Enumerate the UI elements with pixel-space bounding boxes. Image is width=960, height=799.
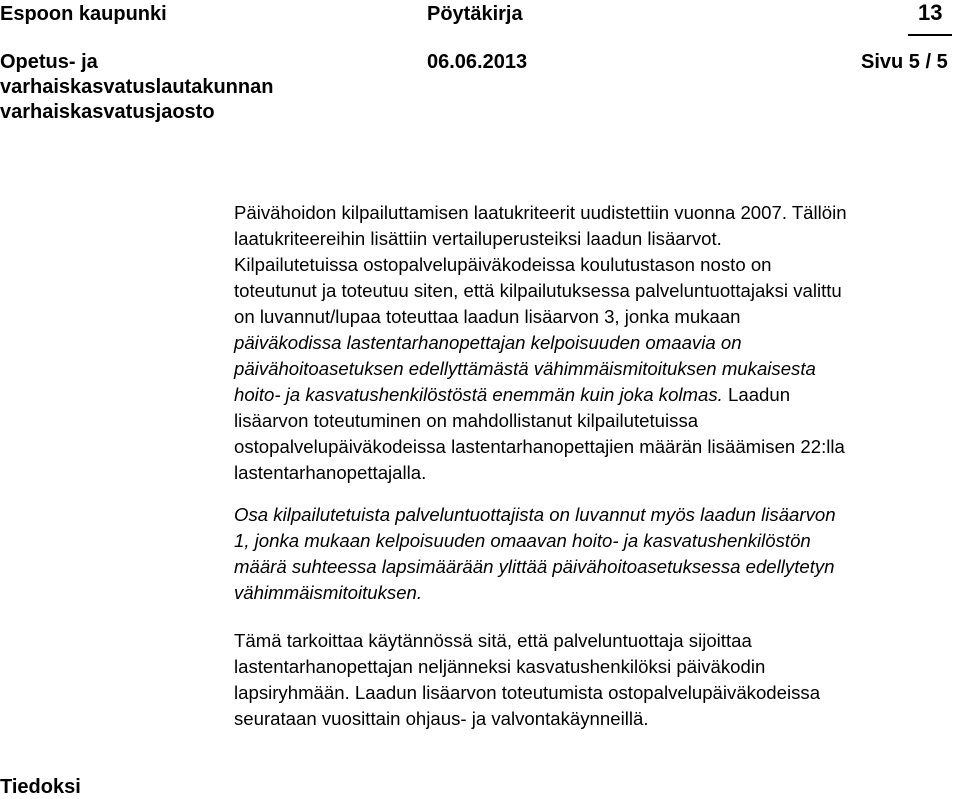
meeting-date: 06.06.2013 <box>427 51 528 73</box>
committee-line-3: varhaiskasvatusjaosto <box>0 101 215 123</box>
paragraph-2-line: vähimmäismitoituksen. <box>234 582 423 603</box>
paragraph-1-line: Päivähoidon kilpailuttamisen laatukriteerit uudistettiin vuonna 2007. Tällöin <box>234 202 847 223</box>
paragraph-3-line: Tämä tarkoittaa käytännössä sitä, että palveluntuottaja sijoittaa <box>234 630 752 651</box>
paragraph-1-italic-run: hoito- ja kasvatushenkilöstöstä enemmän kuin joka kolmas. <box>234 384 723 405</box>
paragraph-3-line: lapsiryhmään. Laadun lisäarvon toteutumista ostopalvelupäiväkodeissa <box>234 682 821 703</box>
paragraph-2 <box>234 502 954 606</box>
paragraph-1-line: lastentarhanopettajalla. <box>234 462 427 483</box>
paragraph-3 <box>234 628 954 732</box>
committee-line-2: varhaiskasvatuslautakunnan <box>0 76 274 98</box>
paragraph-1-line: laatukriteereihin lisättiin vertailuperusteiksi laadun lisäarvot. <box>234 228 722 249</box>
paragraph-3-line: lastentarhanopettajan neljänneksi kasvatushenkilöksi päiväkodin <box>234 656 766 677</box>
paragraph-1-line: lisäarvon toteutuminen on mahdollistanut kilpailutetuissa <box>234 410 699 431</box>
paragraph-1-line: on luvannut/lupaa toteuttaa laadun lisäarvon 3, jonka mukaan <box>234 306 741 327</box>
paragraph-1-line: toteutunut ja toteutuu siten, että kilpailutuksessa palveluntuottajaksi valittu <box>234 280 842 301</box>
org-name: Espoon kaupunki <box>0 3 167 25</box>
paragraph-2-line: 1, jonka mukaan kelpoisuuden omaavan hoito- ja kasvatushenkilöstön <box>234 530 811 551</box>
distribution-label: Tiedoksi <box>0 776 81 798</box>
document-type: Pöytäkirja <box>427 3 523 25</box>
paragraph-1-line: päivähoitoasetuksen edellyttämästä vähimmäismitoituksen mukaisesta <box>234 358 816 379</box>
page-number: Sivu 5 / 5 <box>861 51 948 73</box>
paragraph-1-run: Laadun <box>722 384 791 405</box>
paragraph-1 <box>234 200 954 486</box>
paragraph-1-line <box>234 382 954 408</box>
paragraph-2-line: Osa kilpailutetuista palveluntuottajista on luvannut myös laadun lisäarvon <box>234 504 836 525</box>
paragraph-2-line: määrä suhteessa lapsimäärään ylittää päivähoitoasetuksessa edellytetyn <box>234 556 835 577</box>
paragraph-3-line: seurataan vuosittain ohjaus- ja valvontakäynneillä. <box>234 708 649 729</box>
paragraph-1-line: päiväkodissa lastentarhanopettajan kelpoisuuden omaavia on <box>234 332 742 353</box>
section-number-underline <box>908 34 952 36</box>
paragraph-1-line: ostopalvelupäiväkodeissa lastentarhanopettajien määrän lisäämisen 22:lla <box>234 436 845 457</box>
committee-line-1: Opetus- ja <box>0 51 98 73</box>
paragraph-1-line: Kilpailutetuissa ostopalvelupäiväkodeissa koulutustason nosto on <box>234 254 772 275</box>
section-number: 13 <box>918 0 943 25</box>
